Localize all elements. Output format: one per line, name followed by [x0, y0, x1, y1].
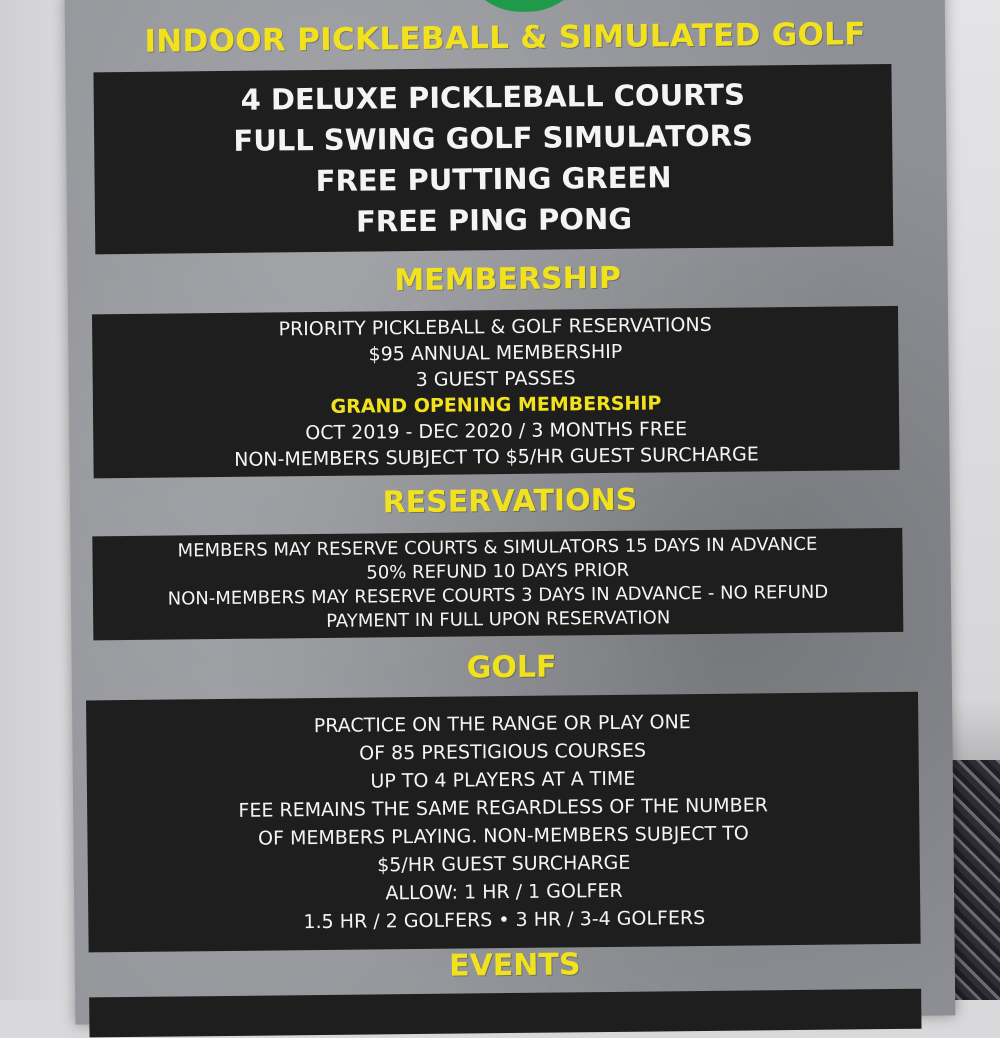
golf-line: FEE REMAINS THE SAME REGARDLESS OF THE NUMBER: [238, 794, 768, 822]
golf-line: $5/HR GUEST SURCHARGE: [377, 851, 631, 877]
reservations-line: NON-MEMBERS MAY RESERVE COURTS 3 DAYS IN ADVANCE - NO REFUND: [167, 581, 829, 610]
golf-line: PRACTICE ON THE RANGE OR PLAY ONE: [313, 711, 691, 738]
reservations-box: [92, 528, 903, 640]
feature-line: 4 DELUXE PICKLEBALL COURTS: [240, 77, 746, 117]
flyer-headline: INDOOR PICKLEBALL & SIMULATED GOLF: [144, 16, 866, 60]
membership-line: NON-MEMBERS SUBJECT TO $5/HR GUEST SURCHARGE: [234, 443, 759, 471]
golf-line: OF 85 PRESTIGIOUS COURSES: [359, 739, 647, 765]
membership-title: MEMBERSHIP: [394, 260, 622, 299]
membership-line: $95 ANNUAL MEMBERSHIP: [368, 340, 623, 366]
membership-line: OCT 2019 - DEC 2020 / 3 MONTHS FREE: [305, 418, 688, 445]
golf-title: GOLF: [466, 649, 557, 686]
reservations-line: 50% REFUND 10 DAYS PRIOR: [366, 559, 630, 584]
golf-line: 1.5 HR / 2 GOLFERS • 3 HR / 3-4 GOLFERS: [303, 906, 706, 934]
reservations-line: MEMBERS MAY RESERVE COURTS & SIMULATORS 15 DAYS IN ADVANCE: [177, 533, 818, 562]
events-box: [89, 989, 921, 1038]
features-box: [93, 64, 893, 254]
membership-line: PRIORITY PICKLEBALL & GOLF RESERVATIONS: [278, 313, 712, 341]
membership-line: 3 GUEST PASSES: [415, 367, 576, 391]
membership-box: [92, 306, 900, 478]
golf-box: [86, 692, 921, 953]
logo-ball-icon: [459, 0, 590, 12]
golf-line: OF MEMBERS PLAYING. NON-MEMBERS SUBJECT TO: [257, 822, 749, 850]
feature-line: FREE PUTTING GREEN: [315, 160, 672, 199]
events-title: EVENTS: [448, 947, 581, 984]
flyer: [65, 0, 956, 1025]
grand-opening-heading: GRAND OPENING MEMBERSHIP: [330, 392, 662, 418]
reservations-title: RESERVATIONS: [382, 482, 638, 521]
golf-line: ALLOW: 1 HR / 1 GOLFER: [385, 879, 623, 905]
golf-line: UP TO 4 PLAYERS AT A TIME: [370, 767, 636, 793]
feature-line: FREE PING PONG: [355, 201, 633, 239]
feature-line: FULL SWING GOLF SIMULATORS: [233, 118, 754, 158]
reservations-line: PAYMENT IN FULL UPON RESERVATION: [326, 607, 671, 632]
